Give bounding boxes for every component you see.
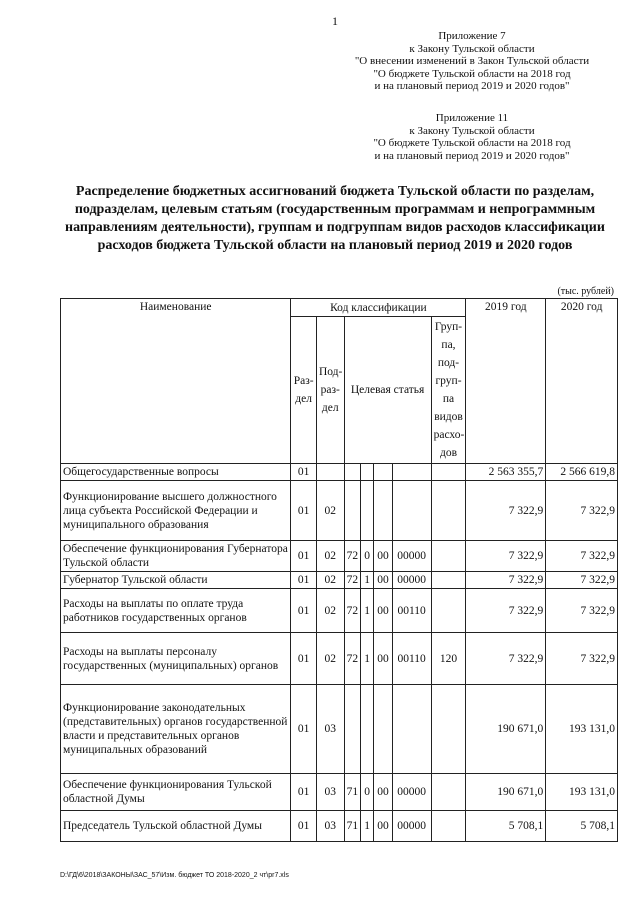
row-name: Расходы на выплаты по оплате труда работников государственных органов [61,589,291,633]
row-target-4: 00000 [392,572,431,589]
file-path-footer: D:\ГД\6\2018\ЗАКОНЫ\ЗАС_57\Изм. бюджет ТО 2018-2020_2 чт\pr7.xls [60,872,289,879]
row-2020: 7 322,9 [546,572,618,589]
row-target-2 [360,481,373,541]
row-section: 01 [291,633,317,685]
header-code: Код классификации [291,299,466,317]
row-group [431,774,466,811]
units-label: (тыс. рублей) [557,286,614,297]
row-target-4 [392,685,431,774]
header-subsection: Под-раз-дел [316,317,344,464]
row-target-3: 00 [374,811,392,842]
table-row [61,481,618,541]
row-target-2: 1 [360,811,373,842]
row-2020: 7 322,9 [546,633,618,685]
row-target-1: 72 [344,572,360,589]
appendix-11-line: к Закону Тульской области [409,124,535,137]
row-section: 01 [291,541,317,572]
row-2020: 7 322,9 [546,541,618,572]
row-2020: 193 131,0 [546,685,618,774]
appendix-7-line: "О внесении изменений в Закон Тульской области [354,55,590,67]
row-target-3: 00 [374,633,392,685]
table-row [61,464,618,481]
row-2019: 2 563 355,7 [466,464,546,481]
row-section: 01 [291,481,317,541]
row-target-1 [344,464,360,481]
appendix-7-header [332,30,612,93]
header-section: Раз-дел [291,317,317,464]
table-row [61,541,618,572]
row-target-2: 0 [360,541,373,572]
row-target-3: 00 [374,589,392,633]
appendix-7-line: и на плановый период 2019 и 2020 годов" [374,80,570,92]
appendix-11-header [332,112,612,162]
row-2019: 5 708,1 [466,811,546,842]
row-group [431,589,466,633]
row-target-1 [344,481,360,541]
row-2019: 190 671,0 [466,774,546,811]
appendix-11-line: и на плановый период 2019 и 2020 годов" [374,149,570,162]
row-target-1: 72 [344,589,360,633]
row-target-3: 00 [374,572,392,589]
row-2020: 2 566 619,8 [546,464,618,481]
row-target-4: 00000 [392,541,431,572]
appendix-7-line: Приложение 7 [438,30,506,42]
page-number: 1 [332,14,338,28]
row-target-4 [392,481,431,541]
row-target-3: 00 [374,541,392,572]
row-subsection [316,464,344,481]
row-subsection: 03 [316,774,344,811]
row-group [431,685,466,774]
header-2019: 2019 год [466,299,546,464]
row-target-2: 1 [360,572,373,589]
appendix-7-line: к Закону Тульской области [409,42,535,55]
header-name: Наименование [61,299,291,464]
row-2020: 7 322,9 [546,589,618,633]
row-subsection: 02 [316,633,344,685]
row-name: Функционирование высшего должностного лица субъекта Российской Федерации и муниципального образования [61,481,291,541]
row-subsection: 02 [316,481,344,541]
row-section: 01 [291,464,317,481]
row-section: 01 [291,589,317,633]
row-target-2 [360,464,373,481]
row-name: Обеспечение функционирования Тульской областной Думы [61,774,291,811]
row-target-1: 71 [344,774,360,811]
row-group [431,464,466,481]
row-name: Губернатор Тульской области [61,572,291,589]
row-2020: 7 322,9 [546,481,618,541]
row-subsection: 02 [316,572,344,589]
row-group [431,572,466,589]
row-target-2: 1 [360,589,373,633]
row-group [431,811,466,842]
table-row [61,633,618,685]
table-row [61,685,618,774]
row-2019: 7 322,9 [466,541,546,572]
row-target-2: 1 [360,633,373,685]
row-target-3 [374,481,392,541]
row-target-1: 72 [344,541,360,572]
row-group [431,541,466,572]
document-title: Распределение бюджетных ассигнований бюджета Тульской области по разделам, подразделам, целевым статьям (государственным программам и непрограммным направлениям деятельности), группам и подгруппам видов расходов классификации расходов бюджета Тульской области на плановый период 2019 и 2020 годов [65,184,605,253]
row-group [431,481,466,541]
appendix-11-line: Приложение 11 [435,112,509,124]
row-name: Расходы на выплаты персоналу государственных (муниципальных) органов [61,633,291,685]
table-row [61,572,618,589]
header-target: Целевая статья [344,317,431,464]
row-subsection: 02 [316,541,344,572]
budget-table [60,298,618,842]
table-row [61,774,618,811]
row-target-3 [374,464,392,481]
row-target-2: 0 [360,774,373,811]
row-section: 01 [291,572,317,589]
row-2019: 7 322,9 [466,589,546,633]
row-subsection: 03 [316,685,344,774]
row-2020: 5 708,1 [546,811,618,842]
row-target-1: 72 [344,633,360,685]
row-name: Функционирование законодательных (представительных) органов государственной власти и представительных органов муниципальных образований [61,685,291,774]
row-2019: 190 671,0 [466,685,546,774]
row-2019: 7 322,9 [466,633,546,685]
row-name: Общегосударственные вопросы [61,464,291,481]
row-group: 120 [431,633,466,685]
row-section: 01 [291,774,317,811]
row-target-4: 00000 [392,774,431,811]
row-section: 01 [291,811,317,842]
table-row [61,589,618,633]
row-target-3 [374,685,392,774]
row-target-1: 71 [344,811,360,842]
row-subsection: 02 [316,589,344,633]
row-target-1 [344,685,360,774]
row-name: Обеспечение функционирования Губернатора Тульской области [61,541,291,572]
header-group: Груп-па, под-груп-па видов расхо-дов [431,317,466,464]
row-2019: 7 322,9 [466,572,546,589]
row-2019: 7 322,9 [466,481,546,541]
row-name: Председатель Тульской областной Думы [61,811,291,842]
row-section: 01 [291,685,317,774]
row-target-2 [360,685,373,774]
header-2020: 2020 год [546,299,618,464]
row-target-3: 00 [374,774,392,811]
row-target-4: 00110 [392,589,431,633]
row-2020: 193 131,0 [546,774,618,811]
row-subsection: 03 [316,811,344,842]
row-target-4: 00110 [392,633,431,685]
appendix-7-line: "О бюджете Тульской области на 2018 год [373,67,571,80]
appendix-11-line: "О бюджете Тульской области на 2018 год [373,137,571,149]
table-row [61,811,618,842]
row-target-4 [392,464,431,481]
row-target-4: 00000 [392,811,431,842]
